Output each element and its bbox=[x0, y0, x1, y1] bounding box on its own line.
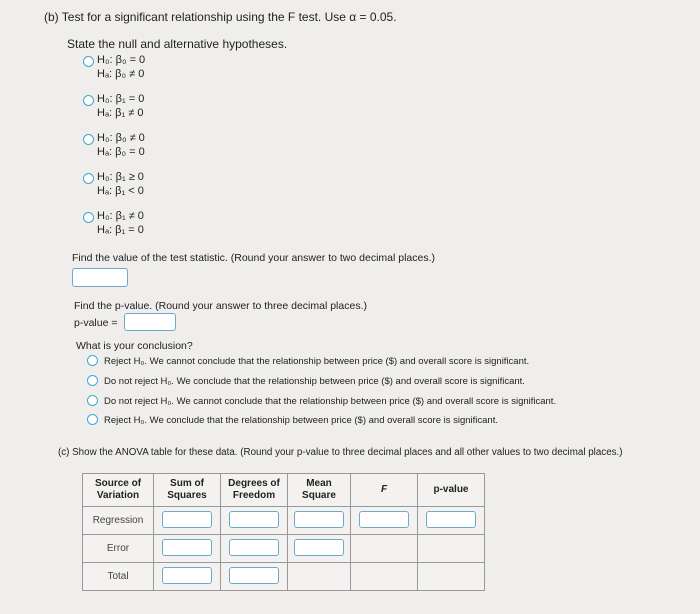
alternative-hypothesis: Hₐ: β₁ ≠ 0 bbox=[97, 107, 144, 119]
part-c-heading: (c) Show the ANOVA table for these data. (Round your p-value to three decimal places and all other values to two decimal places.) bbox=[58, 447, 623, 458]
alternative-hypothesis: Hₐ: β₁ = 0 bbox=[97, 224, 144, 236]
pvalue-input[interactable] bbox=[124, 313, 176, 331]
test-statistic-prompt: Find the value of the test statistic. (Round your answer to two decimal places.) bbox=[72, 252, 436, 264]
part-b-heading: (b) Test for a significant relationship using the F test. Use α = 0.05. bbox=[44, 10, 397, 24]
df-regression-input[interactable] bbox=[229, 511, 279, 528]
radio-button[interactable] bbox=[83, 212, 94, 223]
radio-button[interactable] bbox=[83, 173, 94, 184]
f-input[interactable] bbox=[359, 511, 409, 528]
null-hypothesis: H₀: β₀ ≠ 0 bbox=[97, 132, 145, 144]
anova-table bbox=[82, 473, 485, 591]
row-label: Total bbox=[83, 563, 154, 591]
radio-button[interactable] bbox=[83, 56, 94, 67]
row-label: Error bbox=[83, 535, 154, 563]
null-hypothesis: H₀: β₁ ≠ 0 bbox=[97, 210, 144, 222]
state-hypotheses-prompt: State the null and alternative hypotheses. bbox=[67, 37, 288, 51]
null-hypothesis: H₀: β₁ = 0 bbox=[97, 93, 145, 105]
conclusion-text: Do not reject H₀. We conclude that the relationship between price ($) and overall score is significant. bbox=[104, 376, 525, 387]
radio-button[interactable] bbox=[83, 134, 94, 145]
conclusion-text: Reject H₀. We conclude that the relationship between price ($) and overall score is significant. bbox=[104, 415, 498, 426]
df-total-input[interactable] bbox=[229, 567, 279, 584]
sum-of-squares-total-input[interactable] bbox=[162, 567, 212, 584]
mean-square-error-input[interactable] bbox=[294, 539, 344, 556]
alternative-hypothesis: Hₐ: β₀ ≠ 0 bbox=[97, 68, 145, 80]
column-header: Degrees of Freedom bbox=[221, 474, 288, 507]
pvalue-table-input[interactable] bbox=[426, 511, 476, 528]
test-statistic-input[interactable] bbox=[72, 268, 128, 287]
null-hypothesis: H₀: β₀ = 0 bbox=[97, 54, 146, 66]
conclusion-text: Reject H₀. We cannot conclude that the relationship between price ($) and overall score is significant. bbox=[104, 356, 530, 367]
conclusion-text: Do not reject H₀. We cannot conclude that the relationship between price ($) and overall score is significant. bbox=[104, 396, 557, 407]
table-row bbox=[83, 535, 485, 563]
sum-of-squares-regression-input[interactable] bbox=[162, 511, 212, 528]
sum-of-squares-error-input[interactable] bbox=[162, 539, 212, 556]
pvalue-prompt: Find the p-value. (Round your answer to three decimal places.) bbox=[74, 300, 367, 312]
column-header: Sum of Squares bbox=[154, 474, 221, 507]
mean-square-regression-input[interactable] bbox=[294, 511, 344, 528]
df-error-input[interactable] bbox=[229, 539, 279, 556]
radio-button[interactable] bbox=[87, 414, 98, 425]
alternative-hypothesis: Hₐ: β₀ = 0 bbox=[97, 146, 145, 158]
column-header: p-value bbox=[418, 474, 485, 507]
null-hypothesis: H₀: β₁ ≥ 0 bbox=[97, 171, 144, 183]
pvalue-label: p-value = bbox=[74, 317, 118, 329]
radio-button[interactable] bbox=[87, 395, 98, 406]
table-row bbox=[83, 563, 485, 591]
radio-button[interactable] bbox=[87, 375, 98, 386]
radio-button[interactable] bbox=[83, 95, 94, 106]
column-header: F bbox=[351, 474, 418, 507]
column-header: Mean Square bbox=[288, 474, 351, 507]
row-label: Regression bbox=[83, 507, 154, 535]
table-row bbox=[83, 507, 485, 535]
column-header: Source of Variation bbox=[83, 474, 154, 507]
alternative-hypothesis: Hₐ: β₁ < 0 bbox=[97, 185, 144, 197]
conclusion-prompt: What is your conclusion? bbox=[76, 340, 193, 352]
radio-button[interactable] bbox=[87, 355, 98, 366]
